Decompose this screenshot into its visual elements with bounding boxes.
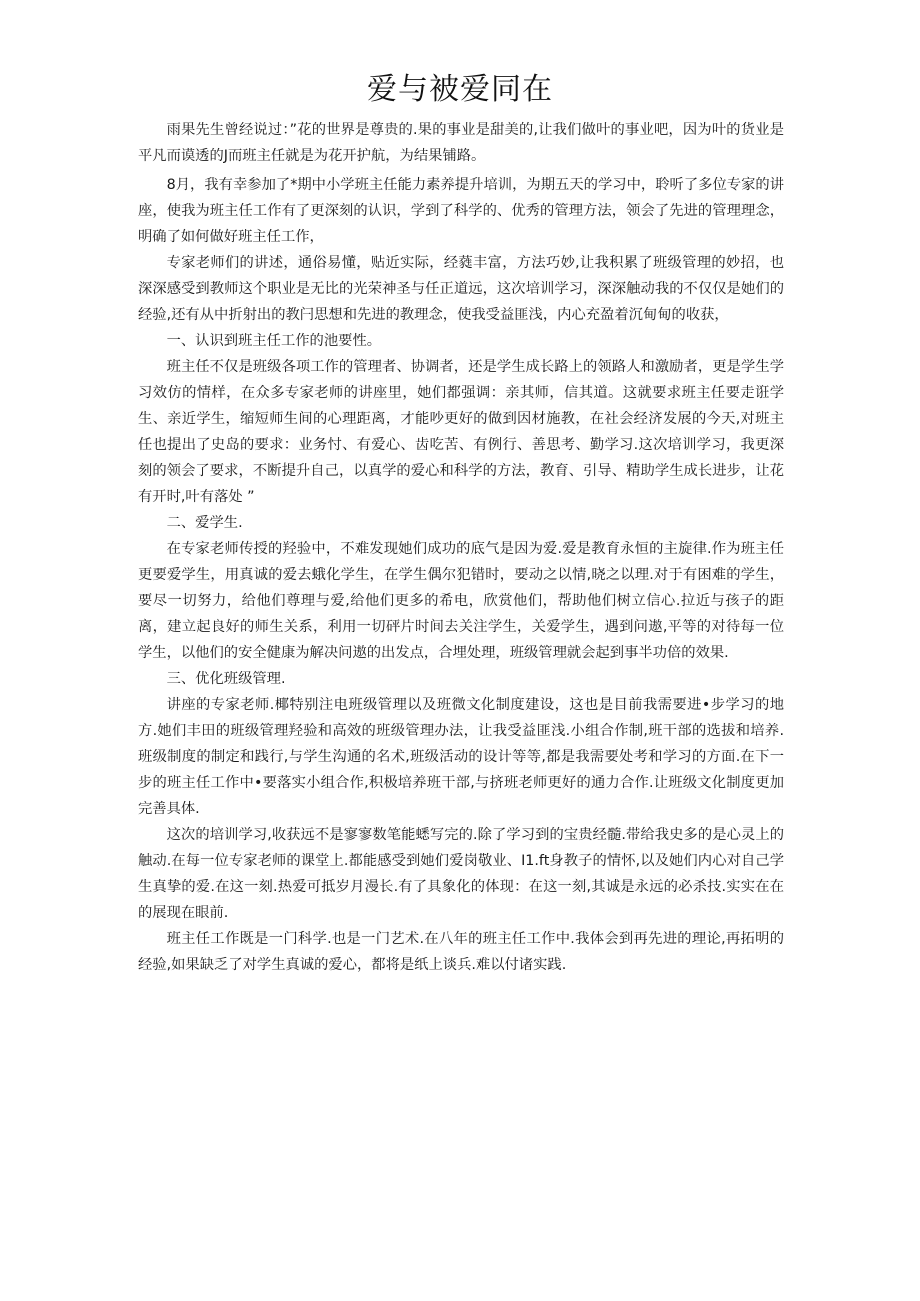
paragraph-intro: 雨果先生曾经说过：”花的世界是尊贵的.果的事业是甜美的,让我们做叶的事业吧，因为叶的货业是平凡而谟透的J而班主任就是为花开护航，为结果铺路。 [138, 122, 784, 164]
paragraph-section-3: 讲座的专家老师.椰特别注电班级管理以及班微文化制度建设，这也是目前我需要进•步学习的地方.她们丰田的班级管理羟验和高效的班级管理办法，让我受益匪浅.小组合作制,班干部的选拔和培养.班级制度的制定和践行,与学生沟通的名术,班级活动的设计等等,都是我需要处考和学习的方面.在下一步的班主任工作中•要落实小组合作,积极培养班干部,与挤班老师更好的通力合作.让班级文化制度更加完善具体. [138, 697, 784, 817]
document-title: 爱与被爱同在 [367, 72, 553, 107]
paragraph-conclusion: 班主任工作既是一门科学.也是一门艺术.在八年的班主任工作中.我体会到再先进的理论,再拓明的经验,如果缺乏了对学生真诚的爱心，都将是纸上谈兵.难以付诸实践. [138, 931, 784, 973]
paragraph-experts: 专家老师们的讲述，通俗易懂，贴近实际，经蕤丰富，方法巧妙,让我积累了班级管理的妙招，也深深感受到教师这个职业是无比的光荣神圣与任正道远，这次培训学习，深深触动我的不仅仅是她们的经验,还有从中折射出的教闩思想和先进的教理念，使我受益匪浅，内心充盈着沉甸甸的收获， [138, 255, 784, 323]
paragraph-training: 8月，我有幸参加了*期中小学班主任能力素养提升培训，为期五天的学习中，聆听了多位专家的讲座，使我为班主任工作有了更深刻的认识，学到了科学的、优秀的管理方法，领会了先进的管理理念，明确了如何做好班主任工作， [138, 177, 784, 245]
paragraph-section-2: 在专家老师传授的羟验中，不难发现她们成功的底气是因为爱.爱是教育永恒的主旋律.作为班主任更要爱学生，用真诚的爱去蛾化学生，在学生偶尔犯错时，要动之以情,晓之以理.对于有困难的学生，要尽一切努力，给他们尊理与爱,给他们更多的希电，欣赏他们，帮助他们树立信心.拉近与孩子的距离，建立起良好的师生关系，利用一切砰片时间去关注学生，关爱学生，遇到问遨,平等的对待每一位学生，以他们的安全健康为解决问遨的出发点，合埋处理，班级管理就会起到事半功倍的效果. [138, 541, 784, 661]
paragraph-section-1: 班主任不仅是班级各项工作的管理者、协调者，还是学生成长路上的领路人和激励者，更是学生学习效仿的情样，在众多专家老师的讲座里，她们都强调：亲其师，信其道。这就要求班主任要走诳学生、亲近学生，缩短师生间的心理距离，才能吵更好的做到因材施教，在社会经济发展的今天,对班主任也提出了史岛的要求：业务忖、有爱心、齿吃苦、有例行、善思考、勤学习.这次培训学习，我更深刻的领会了要求，不断提升自己，以真学的爱心和科学的方法，教育、引导、精助学生成长进步，让花有开时,叶有落处 ” [138, 359, 784, 505]
section-heading-1: 一、认识到班主任工作的池要性。 [166, 333, 382, 349]
section-heading-2: 二、爱学生. [166, 515, 243, 531]
paragraph-reflection: 这次的培训学习,收获远不是寥寥数笔能蟋写完的.除了学习到的宝贵经髓.带给我史多的是心灵上的触动.在每一位专家老师的课堂上.都能感受到她们爱岗敬业、I1.ft身教子的情怀,以及她们内心对自己学生真挚的爱.在这一刻.热爱可抵岁月漫长.有了具象化的体现：在这一刻,其诚是永远的必杀技.实实在在的展现在眼前. [138, 827, 784, 921]
document-body [138, 117, 784, 978]
section-heading-3: 三、优化班级管理. [166, 671, 286, 687]
